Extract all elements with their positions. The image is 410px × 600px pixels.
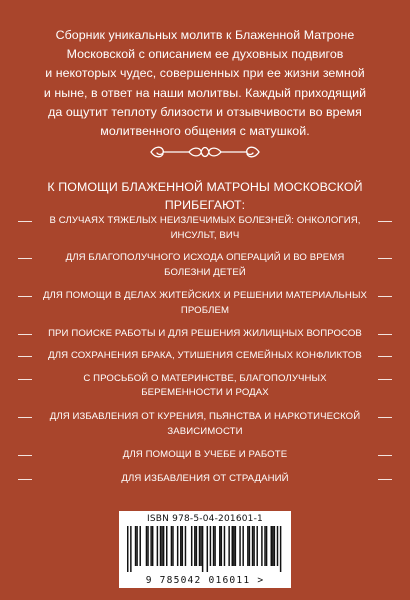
barcode-bar (247, 526, 248, 566)
barcode-bar (157, 526, 158, 566)
barcode-bar (239, 526, 240, 566)
intro-line: да ощутит теплоту близости и отзывчивости во время (48, 104, 362, 119)
barcode-bar (207, 526, 208, 572)
barcode-bar (202, 526, 203, 572)
barcode-bar (219, 526, 220, 566)
barcode-bar (152, 526, 153, 566)
barcode-bar (214, 526, 215, 566)
list-item-text: ДЛЯ ИЗБАВЛЕНИЯ ОТ КУРЕНИЯ, ПЬЯНСТВА И НАРКОТИЧЕСКОЙ ЗАВИСИМОСТИ (49, 410, 361, 437)
list-item (18, 448, 392, 463)
barcode-bar (232, 526, 233, 566)
list-item-text: В СЛУЧАЯХ ТЯЖЕЛЫХ НЕИЗЛЕЧИМЫХ БОЛЕЗНЕЙ: ОНКОЛОГИЯ, ИНСУЛЬТ, ВИЧ (49, 215, 361, 241)
list-item (18, 327, 392, 342)
barcode-bar (242, 526, 243, 566)
list-item-text: ДЛЯ СОХРАНЕНИЯ БРАКА, УТИШЕНИЯ СЕМЕЙНЫХ КОНФЛИКТОВ (48, 350, 362, 362)
list-item (18, 289, 392, 318)
item-rule-left (18, 221, 32, 222)
barcode-bar (182, 526, 183, 566)
isbn-label: ISBN 978-5-04-201601-1 (147, 514, 263, 524)
list-item (18, 472, 392, 487)
barcode-bar (127, 526, 128, 572)
barcode-bar (235, 526, 236, 566)
intro-text (14, 26, 396, 141)
item-rule-left (18, 455, 32, 456)
list-item-text: ДЛЯ ПОМОЩИ В ДЕЛАХ ЖИТЕЙСКИХ И РЕШЕНИИ МАТЕРИАЛЬНЫХ ПРОБЛЕМ (42, 290, 368, 316)
item-rule-right (378, 455, 392, 456)
barcode-bar (249, 526, 250, 566)
barcode-bar (264, 526, 265, 566)
barcode-bar (146, 526, 147, 566)
heading-line: К ПОМОЩИ БЛАЖЕННОЙ МАТРОНЫ МОСКОВСКОЙ (47, 180, 363, 194)
barcode-bar (261, 526, 262, 566)
barcode-bar (196, 526, 197, 566)
barcode-bar (185, 526, 186, 566)
barcode-bar (139, 526, 140, 566)
barcode-digits: 9 785042 016011 > (145, 575, 265, 586)
item-rule-right (378, 334, 392, 335)
item-rule-right (378, 221, 392, 222)
barcode-bar (274, 526, 275, 566)
item-rule-left (18, 356, 32, 357)
item-rule-left (18, 379, 32, 380)
list-item (18, 410, 392, 439)
item-rule-right (378, 479, 392, 480)
item-rule-right (378, 379, 392, 380)
item-rule-right (378, 296, 392, 297)
item-rule-left (18, 334, 32, 335)
barcode-bar (271, 526, 272, 566)
item-rule-left (18, 296, 32, 297)
barcode-bar (136, 526, 137, 566)
barcode-bar (171, 526, 172, 566)
barcode-bar (130, 526, 131, 572)
item-rule-left (18, 258, 32, 259)
list-item (18, 251, 392, 280)
list-item-text: ДЛЯ ПОМОЩИ В УЧЕБЕ И РАБОТЕ (122, 449, 288, 461)
item-rule-left (18, 479, 32, 480)
barcode-bar (135, 526, 136, 566)
barcode-bar (172, 526, 173, 566)
intro-line: Московской с описанием ее духовных подвигов (66, 47, 344, 62)
list-heading (30, 178, 380, 214)
intro-line: и ныне, в ответ на наши молитвы. Каждый приходящий (43, 85, 367, 100)
barcode-bar (280, 526, 281, 572)
heading-line: ПРИБЕГАЮТ: (164, 198, 246, 212)
list-item (18, 372, 392, 401)
barcode-bar (210, 526, 211, 566)
barcode-bar (253, 526, 254, 566)
barcode-bar (233, 526, 234, 566)
barcode-bar (194, 526, 195, 566)
list-item-text: С ПРОСЬБОЙ О МАТЕРИНСТВЕ, БЛАГОПОЛУЧНЫХ БЕРЕМЕННОСТИ И РОДАХ (83, 372, 327, 399)
barcode-bar (200, 526, 201, 566)
barcode-bar (150, 526, 151, 566)
item-rule-right (378, 417, 392, 418)
barcode-bar (277, 526, 278, 566)
item-rule-right (378, 356, 392, 357)
list-item (18, 349, 392, 364)
barcode-bar (180, 526, 181, 566)
barcode-bar (199, 526, 200, 566)
barcode-bar (213, 526, 214, 566)
barcode-bar (163, 526, 164, 566)
barcode-icon (127, 526, 283, 572)
barcode-bar (160, 526, 161, 566)
intro-line: Сборник уникальных молитв к Блаженной Матроне (55, 28, 355, 42)
decorative-divider-icon (145, 140, 265, 164)
barcode-bar (228, 526, 229, 566)
item-rule-left (18, 417, 32, 418)
intro-line: молитвенного общения с матушкой. (100, 124, 310, 139)
item-rule-right (378, 258, 392, 259)
barcode-bar (252, 526, 253, 566)
barcode-bar (221, 526, 222, 566)
barcode-block (119, 511, 291, 588)
barcode-bar (161, 526, 162, 566)
intro-line: и некоторых чудес, совершенных при ее жизни земной (45, 66, 365, 81)
list-item-text: ПРИ ПОИСКЕ РАБОТЫ И ДЛЯ РЕШЕНИЯ ЖИЛИЩНЫХ ВОПРОСОВ (48, 327, 362, 339)
barcode-bar (272, 526, 273, 566)
barcode-bar (224, 526, 225, 566)
barcode-bar (147, 526, 148, 566)
barcode-bar (177, 526, 178, 566)
list-item-text: ДЛЯ БЛАГОПОЛУЧНОГО ИСХОДА ОПЕРАЦИЙ И ВО ВРЕМЯ БОЛЕЗНИ ДЕТЕЙ (65, 252, 345, 278)
barcode-bar (266, 526, 267, 566)
barcode-bar (256, 526, 257, 566)
barcode-bar (191, 526, 192, 566)
benefits-list (18, 214, 392, 486)
list-item-text: ДЛЯ ИЗБАВЛЕНИЯ ОТ СТРАДАНИЙ (121, 472, 289, 484)
barcode-bar (166, 526, 167, 566)
list-item (18, 214, 392, 243)
